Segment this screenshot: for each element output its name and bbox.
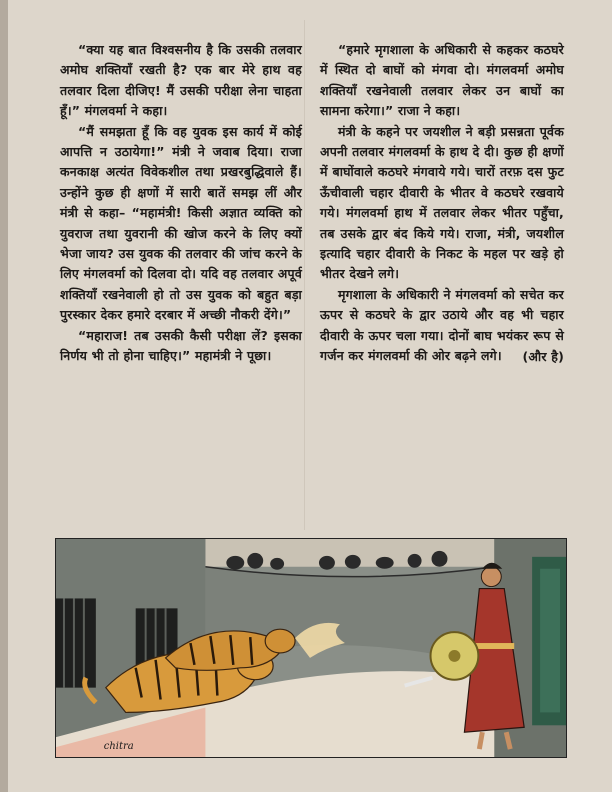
paragraph: “मैं समझता हूँ कि वह युवक इस कार्य में कोई आपत्ति न उठायेगा!” मंत्री ने जवाब दिया। राजा कनकाक्ष अत्यंत विवेकशील तथा प्रखरबुद्धिवाले हैं। उन्होंने कुछ ही क्षणों में सारी बातें समझ लीं और मंत्री से कहा– “महामंत्री! किसी अज्ञात व्यक्ति को युवराज तथा युवरानी की खोज करने के लिए क्यों भेजा जाय? उस युवक की तलवार की जांच करने के लिए मंगलवर्मा को दिलवा दो। यदि वह तलवार अपूर्व शक्तियाँ रखनेवाली हो तो उस युवक को बहुत बड़ा पुरस्कार देकर हमारे दरबार में अच्छी नौकरी देंगे।” — [60, 123, 302, 323]
left-text-column — [60, 40, 302, 367]
paragraph: “हमारे मृगशाला के अधिकारी से कहकर कठघरे में स्थित दो बाघों को मंगवा दो। मंगलवर्मा अमोघ शक्तियाँ रखनेवाली तलवार लेकर उन बाघों का सामना करेगा।” राजा ने कहा। — [320, 42, 564, 119]
cage-door-left — [56, 598, 96, 687]
column-divider — [304, 20, 305, 530]
paragraph: “क्या यह बात विश्वसनीय है कि उसकी तलवार अमोघ शक्तियाँ रखती है? एक बार मेरे हाथ वह तलवार दिला दीजिए! मैं उसकी परीक्षा लेना चाहता हूँ।” मंगलवर्मा ने कहा। — [60, 42, 302, 119]
paragraph: “महाराज! तब उसकी कैसी परीक्षा लें? इसका निर्णय भी तो होना चाहिए।” महामंत्री ने पूछा। — [60, 327, 302, 364]
paragraph: मृगशाला के अधिकारी ने मंगलवर्मा को सचेत कर ऊपर से कठघरे के द्वार उठाये और वह भी चहार दीवारी के ऊपर चला गया। दोनों बाघ भयंकर रूप से गर्जन कर मंगलवर्मा की ओर बढ़ने लगे। — [320, 286, 564, 364]
artist-signature: chitra — [103, 741, 134, 753]
continued-label: (और है) — [522, 348, 564, 364]
illustration-svg — [56, 539, 566, 757]
illustration-tiger-arena — [55, 538, 567, 758]
paragraph: मंत्री के कहने पर जयशील ने बड़ी प्रसन्नता पूर्वक अपनी तलवार मंगलवर्मा के हाथ दे दी। कुछ ही क्षणों में बाघोंवाले कठघरे मंगवाये गये। चारों तरफ़ दस फुट ऊँचीवाली चहार दीवारी के भीतर वे कठघरे रखवाये गये। मंगलवर्मा हाथ में तलवार लेकर भीतर पहुँचा, तब उसके द्वार बंद किये गये। राजा, मंत्री, जयशील इत्यादि चहार दीवारी के निकट के महल पर खड़े हो भीतर देखने लगे। — [320, 123, 564, 282]
page-edge — [0, 0, 8, 792]
right-text-column — [320, 40, 564, 367]
